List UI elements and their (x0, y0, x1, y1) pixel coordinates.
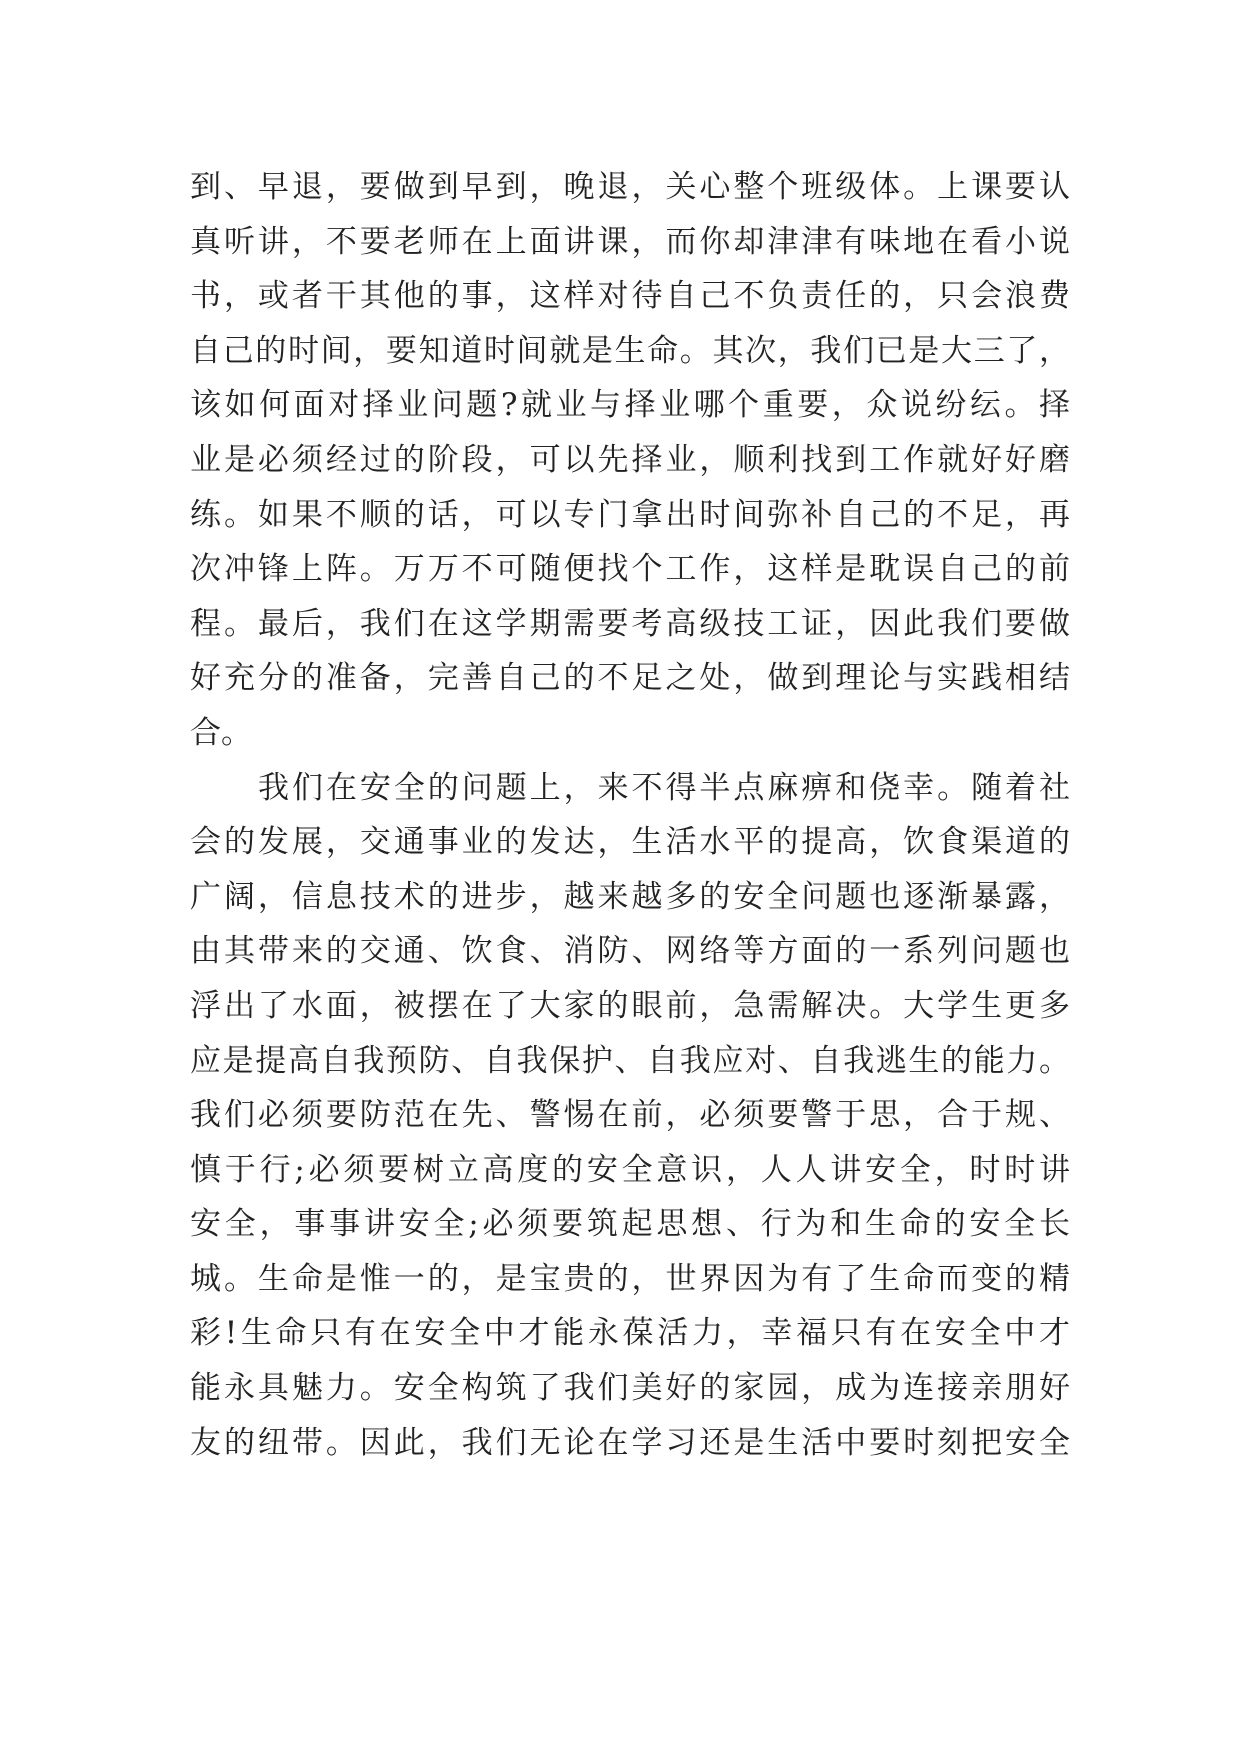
text-line: 书，或者干其他的事，这样对待自己不负责任的，只会浪费 (190, 278, 1070, 315)
text-line-paragraph-end: 合。 (190, 714, 252, 751)
text-line: 业是必须经过的阶段，可以先择业，顺利找到工作就好好磨 (190, 441, 1070, 478)
text-line: 安全，事事讲安全;必须要筑起思想、行为和生命的安全长 (190, 1206, 1070, 1243)
body-text (190, 160, 1070, 1470)
text-line: 程。最后，我们在这学期需要考高级技工证，因此我们要做 (190, 605, 1070, 642)
text-line: 应是提高自我预防、自我保护、自我应对、自我逃生的能力。 (190, 1042, 1070, 1079)
text-line-paragraph-start: 我们在安全的问题上，来不得半点麻痹和侥幸。随着社 (258, 769, 1070, 806)
text-line: 真听讲，不要老师在上面讲课，而你却津津有味地在看小说 (190, 223, 1070, 260)
text-line: 到、早退，要做到早到，晚退，关心整个班级体。上课要认 (190, 169, 1070, 205)
text-line: 由其带来的交通、饮食、消防、网络等方面的一系列问题也 (190, 933, 1070, 970)
text-line: 慎于行;必须要树立高度的安全意识，人人讲安全，时时讲 (190, 1151, 1070, 1188)
text-line: 该如何面对择业问题?就业与择业哪个重要，众说纷纭。择 (190, 387, 1070, 424)
text-line: 练。如果不顺的话，可以专门拿出时间弥补自己的不足，再 (190, 496, 1070, 533)
text-line: 广阔，信息技术的进步，越来越多的安全问题也逐渐暴露， (190, 878, 1070, 915)
text-line: 会的发展，交通事业的发达，生活水平的提高，饮食渠道的 (190, 824, 1070, 861)
text-line: 城。生命是惟一的，是宝贵的，世界因为有了生命而变的精 (190, 1260, 1070, 1297)
text-line: 自己的时间，要知道时间就是生命。其次，我们已是大三了， (190, 332, 1070, 369)
text-line: 浮出了水面，被摆在了大家的眼前，急需解决。大学生更多 (190, 987, 1070, 1024)
text-line: 友的纽带。因此，我们无论在学习还是生活中要时刻把安全 (190, 1424, 1070, 1461)
text-line: 我们必须要防范在先、警惕在前，必须要警于思，合于规、 (190, 1097, 1070, 1134)
text-line: 好充分的准备，完善自己的不足之处，做到理论与实践相结 (190, 660, 1070, 697)
text-line: 彩!生命只有在安全中才能永葆活力，幸福只有在安全中才 (190, 1315, 1070, 1352)
text-line: 能永具魅力。安全构筑了我们美好的家园，成为连接亲朋好 (190, 1370, 1070, 1407)
text-line: 次冲锋上阵。万万不可随便找个工作，这样是耽误自己的前 (190, 551, 1070, 588)
